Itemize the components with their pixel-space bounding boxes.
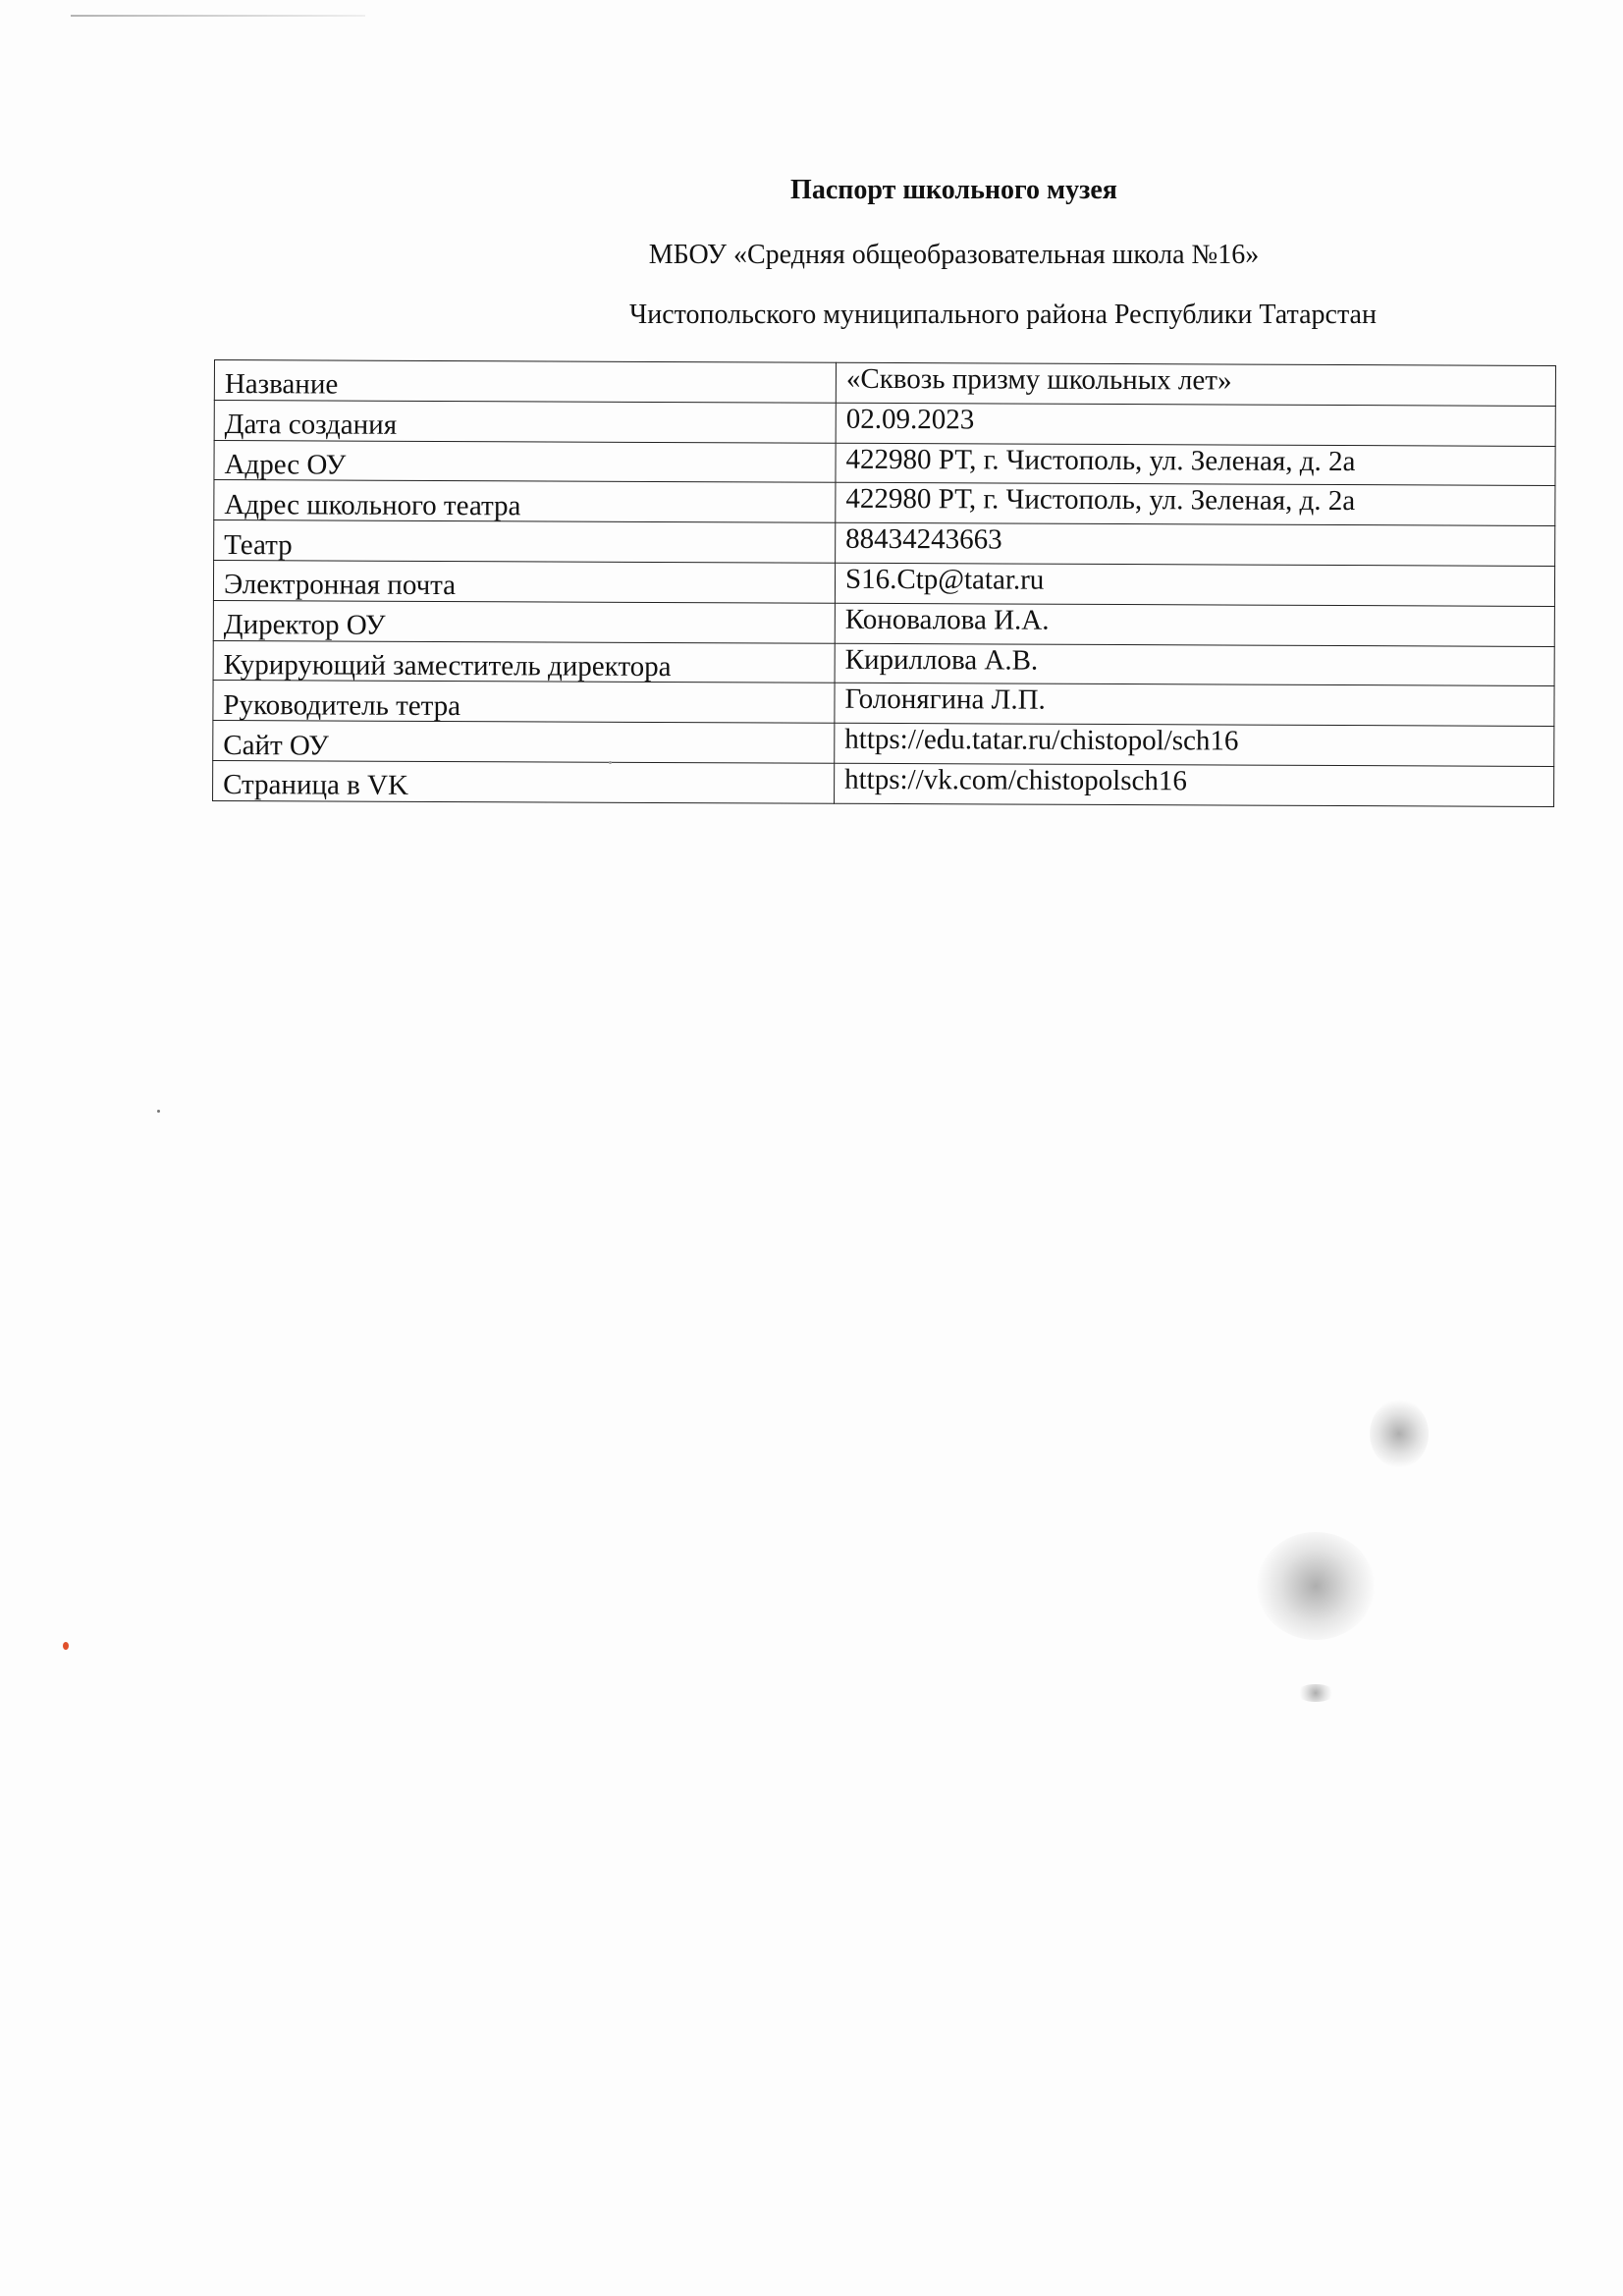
table-row [214,480,1555,526]
table-row [214,440,1555,486]
document-title: Паспорт школьного музея [790,175,1117,205]
row-label: Страница в VK [213,760,835,803]
row-label: Название [214,360,836,404]
row-label: Адрес школьного театра [214,480,836,523]
row-value: https://edu.tatar.ru/chistopol/sch16 [835,723,1554,766]
row-value: «Сквозь призму школьных лет» [836,362,1555,406]
row-label: Электронная почта [213,560,835,603]
row-label: Адрес ОУ [214,440,836,483]
table-row [214,520,1555,567]
table-row [214,400,1555,446]
row-value: 422980 РТ, г. Чистополь, ул. Зеленая, д. 2а [836,483,1555,526]
table-row [213,600,1554,646]
school-district: Чистопольского муниципального района Республики Татарстан [629,300,1377,330]
row-value: Коновалова И.А. [835,603,1554,646]
row-label: Директор ОУ [213,600,835,643]
row-label: Театр [214,520,836,564]
school-name: МБОУ «Средняя общеобразовательная школа №16» [648,240,1260,270]
table-row [214,360,1555,407]
scan-speck [157,1110,160,1113]
table-row [213,640,1554,686]
row-value: https://vk.com/chistopolsch16 [835,763,1554,806]
scan-smudge [1296,1684,1335,1702]
scan-smudge [1257,1532,1375,1640]
row-value: 88434243663 [836,522,1555,566]
row-value: Голонягина Л.П. [835,683,1554,727]
table-row [213,721,1554,767]
scan-smudge [1370,1399,1429,1468]
row-value: S16.Ctp@tatar.ru [835,563,1554,606]
table-row [213,560,1554,606]
row-value: 422980 РТ, г. Чистополь, ул. Зеленая, д. 2а [836,443,1555,486]
row-value: 02.09.2023 [836,403,1555,446]
row-label: Курирующий заместитель директора [213,640,835,683]
table-row [213,760,1554,806]
passport-table [212,359,1556,807]
scan-speck [63,1642,69,1650]
row-label: Руководитель тетра [213,681,835,724]
row-value: Кириллова А.В. [835,643,1554,686]
table-row [213,681,1554,727]
scan-speck [609,761,612,764]
scan-edge-line [71,15,365,17]
row-label: Сайт ОУ [213,721,835,764]
row-label: Дата создания [214,400,836,443]
